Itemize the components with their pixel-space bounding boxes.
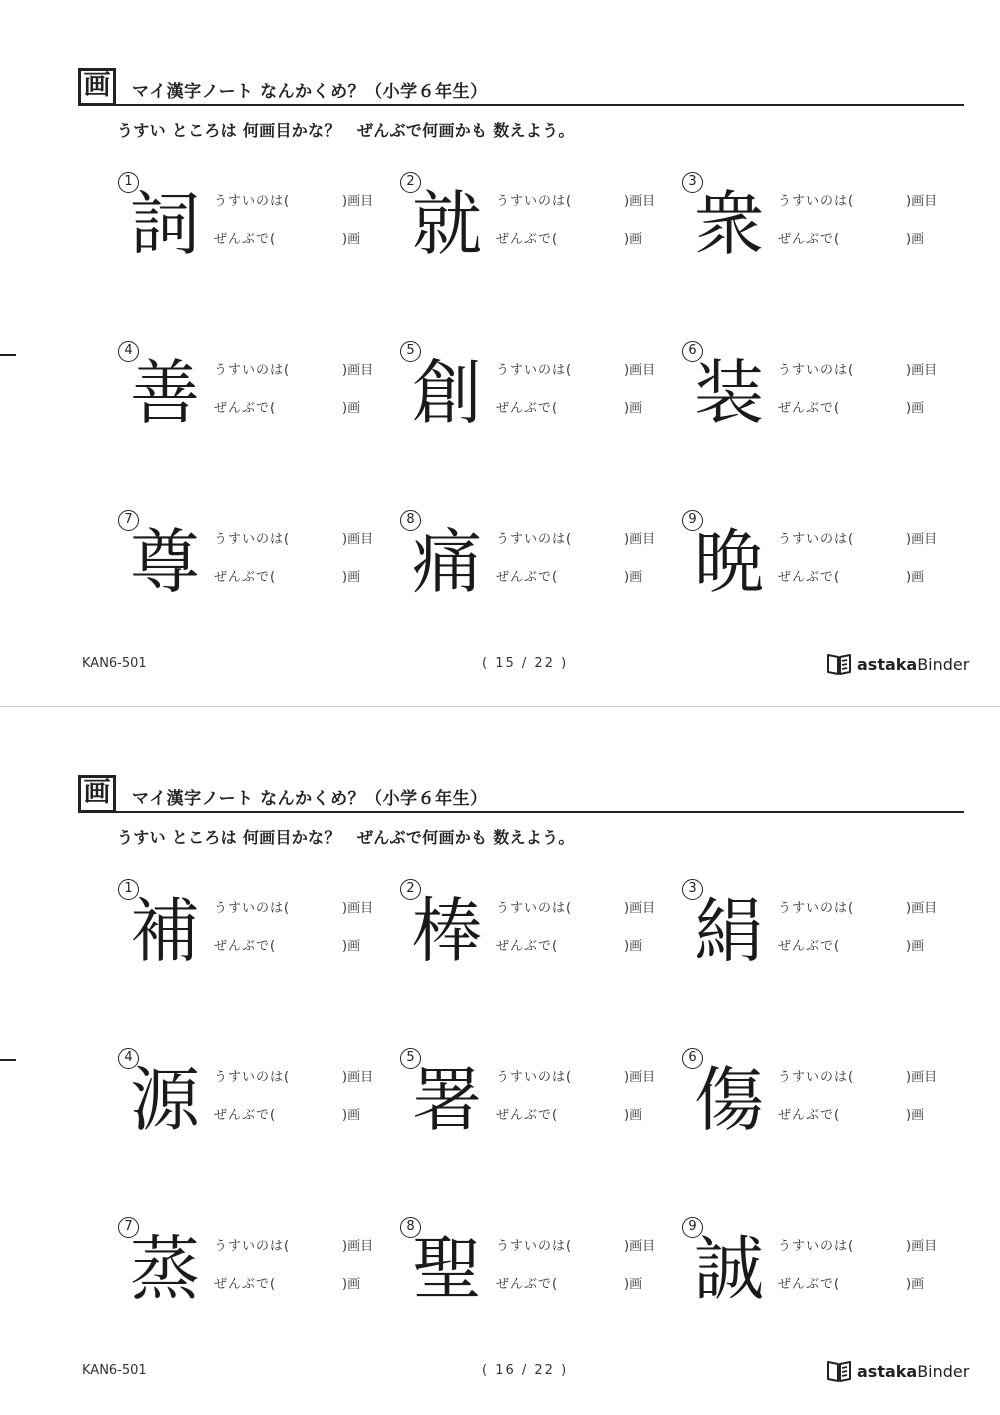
answer-suffix: )画 bbox=[624, 232, 643, 247]
light-stroke-answer-line bbox=[496, 190, 655, 209]
answer-suffix: )画目 bbox=[906, 363, 938, 378]
answer-suffix: )画 bbox=[342, 1108, 361, 1123]
question-number: 3 bbox=[682, 879, 703, 900]
kanji-character: 装 bbox=[694, 352, 764, 434]
light-stroke-answer-line bbox=[214, 359, 373, 378]
kanji-character: 蒸 bbox=[130, 1228, 200, 1310]
answer-label: ぜんぶで( bbox=[214, 1108, 277, 1123]
question-number: 9 bbox=[682, 510, 703, 531]
question-item bbox=[118, 510, 388, 620]
kanji-character: 源 bbox=[130, 1059, 200, 1141]
kanji-character: 創 bbox=[412, 352, 482, 434]
answer-suffix: )画目 bbox=[906, 194, 938, 209]
question-number: 2 bbox=[400, 172, 421, 193]
answer-label: うすいのは( bbox=[214, 532, 291, 547]
answer-label: ぜんぶで( bbox=[778, 1277, 841, 1292]
answer-suffix: )画 bbox=[906, 570, 925, 585]
question-item bbox=[682, 879, 952, 989]
total-strokes-answer-line bbox=[778, 228, 924, 247]
worksheet-page-16 bbox=[0, 707, 1000, 1414]
light-stroke-answer-line bbox=[778, 528, 937, 547]
question-number: 6 bbox=[682, 1048, 703, 1069]
question-number: 8 bbox=[400, 510, 421, 531]
answer-suffix: )画目 bbox=[624, 363, 656, 378]
kanji-character: 痛 bbox=[412, 521, 482, 603]
answer-label: うすいのは( bbox=[214, 363, 291, 378]
page-number: ( 16 / 22 ) bbox=[482, 1363, 569, 1378]
light-stroke-answer-line bbox=[214, 1066, 373, 1085]
question-item bbox=[682, 510, 952, 620]
question-number: 5 bbox=[400, 1048, 421, 1069]
answer-label: うすいのは( bbox=[214, 1239, 291, 1254]
total-strokes-answer-line bbox=[214, 935, 360, 954]
answer-suffix: )画目 bbox=[342, 1070, 374, 1085]
total-strokes-answer-line bbox=[214, 566, 360, 585]
question-number: 7 bbox=[118, 510, 139, 531]
question-item bbox=[400, 1048, 670, 1158]
logo-text-bold: astaka bbox=[857, 1361, 918, 1381]
total-strokes-answer-line bbox=[496, 1273, 642, 1292]
total-strokes-answer-line bbox=[214, 1104, 360, 1123]
answer-label: ぜんぶで( bbox=[214, 570, 277, 585]
answer-suffix: )画 bbox=[342, 939, 361, 954]
answer-label: ぜんぶで( bbox=[496, 401, 559, 416]
answer-label: うすいのは( bbox=[496, 901, 573, 916]
header bbox=[78, 66, 964, 106]
answer-label: うすいのは( bbox=[778, 1239, 855, 1254]
kanji-character: 補 bbox=[130, 890, 200, 972]
answer-suffix: )画 bbox=[906, 401, 925, 416]
answer-label: ぜんぶで( bbox=[214, 939, 277, 954]
answer-label: ぜんぶで( bbox=[496, 1277, 559, 1292]
question-number: 5 bbox=[400, 341, 421, 362]
answer-suffix: )画目 bbox=[342, 363, 374, 378]
answer-suffix: )画目 bbox=[342, 901, 374, 916]
answer-suffix: )画目 bbox=[906, 532, 938, 547]
kanji-character: 聖 bbox=[412, 1228, 482, 1310]
kanji-character: 晩 bbox=[694, 521, 764, 603]
astaka-binder-logo bbox=[826, 1358, 969, 1384]
question-number: 1 bbox=[118, 879, 139, 900]
question-number: 1 bbox=[118, 172, 139, 193]
kanji-character: 署 bbox=[412, 1059, 482, 1141]
answer-label: ぜんぶで( bbox=[778, 1108, 841, 1123]
question-item bbox=[400, 879, 670, 989]
total-strokes-answer-line bbox=[778, 1273, 924, 1292]
stroke-kanji-icon: 画 bbox=[78, 68, 116, 106]
book-icon bbox=[826, 652, 852, 676]
total-strokes-answer-line bbox=[214, 397, 360, 416]
answer-suffix: )画目 bbox=[906, 1070, 938, 1085]
light-stroke-answer-line bbox=[214, 897, 373, 916]
answer-label: ぜんぶで( bbox=[496, 939, 559, 954]
light-stroke-answer-line bbox=[778, 359, 937, 378]
question-item bbox=[400, 1217, 670, 1327]
page-number: ( 15 / 22 ) bbox=[482, 656, 569, 671]
light-stroke-answer-line bbox=[496, 528, 655, 547]
answer-label: ぜんぶで( bbox=[214, 401, 277, 416]
answer-label: うすいのは( bbox=[778, 194, 855, 209]
answer-suffix: )画 bbox=[624, 1108, 643, 1123]
answer-label: うすいのは( bbox=[778, 532, 855, 547]
question-item bbox=[400, 510, 670, 620]
answer-suffix: )画目 bbox=[906, 1239, 938, 1254]
question-number: 6 bbox=[682, 341, 703, 362]
answer-suffix: )画 bbox=[906, 1277, 925, 1292]
total-strokes-answer-line bbox=[214, 228, 360, 247]
question-number: 7 bbox=[118, 1217, 139, 1238]
kanji-character: 棒 bbox=[412, 890, 482, 972]
question-number: 8 bbox=[400, 1217, 421, 1238]
page-title: マイ漢字ノート なんかくめ？（小学６年生） bbox=[132, 82, 488, 102]
light-stroke-answer-line bbox=[496, 897, 655, 916]
question-number: 4 bbox=[118, 341, 139, 362]
question-item bbox=[118, 1048, 388, 1158]
logo-text-bold: astaka bbox=[857, 654, 918, 674]
question-number: 9 bbox=[682, 1217, 703, 1238]
answer-suffix: )画 bbox=[342, 570, 361, 585]
answer-label: ぜんぶで( bbox=[778, 401, 841, 416]
answer-label: ぜんぶで( bbox=[496, 1108, 559, 1123]
stroke-kanji-icon: 画 bbox=[78, 775, 116, 813]
answer-label: うすいのは( bbox=[778, 363, 855, 378]
answer-suffix: )画目 bbox=[624, 901, 656, 916]
answer-label: うすいのは( bbox=[778, 1070, 855, 1085]
light-stroke-answer-line bbox=[778, 1235, 937, 1254]
answer-label: ぜんぶで( bbox=[778, 232, 841, 247]
answer-label: うすいのは( bbox=[496, 1239, 573, 1254]
answer-suffix: )画目 bbox=[624, 1239, 656, 1254]
answer-label: うすいのは( bbox=[496, 194, 573, 209]
question-item bbox=[118, 879, 388, 989]
answer-suffix: )画 bbox=[342, 1277, 361, 1292]
light-stroke-answer-line bbox=[496, 359, 655, 378]
question-item bbox=[400, 172, 670, 282]
kanji-character: 絹 bbox=[694, 890, 764, 972]
worksheet-code: KAN6-501 bbox=[82, 656, 147, 671]
question-item bbox=[682, 1048, 952, 1158]
instruction-text: うすい ところは 何画目かな？ ぜんぶで何画かも 数えよう。 bbox=[117, 828, 575, 847]
answer-suffix: )画目 bbox=[624, 1070, 656, 1085]
answer-label: うすいのは( bbox=[496, 1070, 573, 1085]
total-strokes-answer-line bbox=[778, 397, 924, 416]
punch-mark bbox=[0, 1059, 16, 1061]
answer-label: うすいのは( bbox=[496, 532, 573, 547]
answer-suffix: )画 bbox=[342, 232, 361, 247]
total-strokes-answer-line bbox=[496, 1104, 642, 1123]
question-number: 3 bbox=[682, 172, 703, 193]
light-stroke-answer-line bbox=[496, 1066, 655, 1085]
answer-label: ぜんぶで( bbox=[214, 232, 277, 247]
answer-label: ぜんぶで( bbox=[778, 939, 841, 954]
question-number: 2 bbox=[400, 879, 421, 900]
answer-label: うすいのは( bbox=[778, 901, 855, 916]
light-stroke-answer-line bbox=[496, 1235, 655, 1254]
answer-label: うすいのは( bbox=[214, 194, 291, 209]
kanji-character: 詞 bbox=[130, 183, 200, 265]
astaka-binder-logo bbox=[826, 651, 969, 677]
worksheet-code: KAN6-501 bbox=[82, 1363, 147, 1378]
answer-suffix: )画 bbox=[906, 939, 925, 954]
light-stroke-answer-line bbox=[778, 190, 937, 209]
answer-label: ぜんぶで( bbox=[496, 570, 559, 585]
answer-label: うすいのは( bbox=[214, 1070, 291, 1085]
kanji-character: 衆 bbox=[694, 183, 764, 265]
kanji-character: 善 bbox=[130, 352, 200, 434]
total-strokes-answer-line bbox=[778, 935, 924, 954]
header bbox=[78, 773, 964, 813]
answer-suffix: )画 bbox=[624, 570, 643, 585]
kanji-character: 誠 bbox=[694, 1228, 764, 1310]
answer-suffix: )画目 bbox=[624, 532, 656, 547]
light-stroke-answer-line bbox=[214, 190, 373, 209]
light-stroke-answer-line bbox=[778, 1066, 937, 1085]
answer-label: うすいのは( bbox=[496, 363, 573, 378]
question-item bbox=[400, 341, 670, 451]
light-stroke-answer-line bbox=[778, 897, 937, 916]
light-stroke-answer-line bbox=[214, 528, 373, 547]
total-strokes-answer-line bbox=[496, 566, 642, 585]
answer-suffix: )画目 bbox=[624, 194, 656, 209]
question-item bbox=[682, 341, 952, 451]
logo-text-regular: Binder bbox=[917, 1361, 970, 1381]
answer-suffix: )画目 bbox=[342, 1239, 374, 1254]
question-item bbox=[682, 1217, 952, 1327]
punch-mark bbox=[0, 354, 16, 356]
kanji-character: 傷 bbox=[694, 1059, 764, 1141]
page-title: マイ漢字ノート なんかくめ？（小学６年生） bbox=[132, 789, 488, 809]
kanji-character: 就 bbox=[412, 183, 482, 265]
total-strokes-answer-line bbox=[496, 397, 642, 416]
answer-suffix: )画目 bbox=[906, 901, 938, 916]
light-stroke-answer-line bbox=[214, 1235, 373, 1254]
answer-suffix: )画 bbox=[624, 939, 643, 954]
question-number: 4 bbox=[118, 1048, 139, 1069]
answer-suffix: )画 bbox=[342, 401, 361, 416]
total-strokes-answer-line bbox=[496, 935, 642, 954]
answer-label: ぜんぶで( bbox=[778, 570, 841, 585]
answer-suffix: )画目 bbox=[342, 194, 374, 209]
answer-suffix: )画 bbox=[906, 232, 925, 247]
question-item bbox=[118, 341, 388, 451]
book-icon bbox=[826, 1359, 852, 1383]
total-strokes-answer-line bbox=[778, 1104, 924, 1123]
logo-text-regular: Binder bbox=[917, 654, 970, 674]
kanji-character: 尊 bbox=[130, 521, 200, 603]
total-strokes-answer-line bbox=[778, 566, 924, 585]
question-item bbox=[118, 1217, 388, 1327]
instruction-text: うすい ところは 何画目かな？ ぜんぶで何画かも 数えよう。 bbox=[117, 121, 575, 140]
answer-suffix: )画 bbox=[624, 1277, 643, 1292]
total-strokes-answer-line bbox=[496, 228, 642, 247]
answer-label: ぜんぶで( bbox=[496, 232, 559, 247]
answer-suffix: )画 bbox=[624, 401, 643, 416]
answer-suffix: )画 bbox=[906, 1108, 925, 1123]
question-item bbox=[682, 172, 952, 282]
total-strokes-answer-line bbox=[214, 1273, 360, 1292]
answer-label: うすいのは( bbox=[214, 901, 291, 916]
question-item bbox=[118, 172, 388, 282]
answer-suffix: )画目 bbox=[342, 532, 374, 547]
worksheet-page-15 bbox=[0, 0, 1000, 707]
answer-label: ぜんぶで( bbox=[214, 1277, 277, 1292]
